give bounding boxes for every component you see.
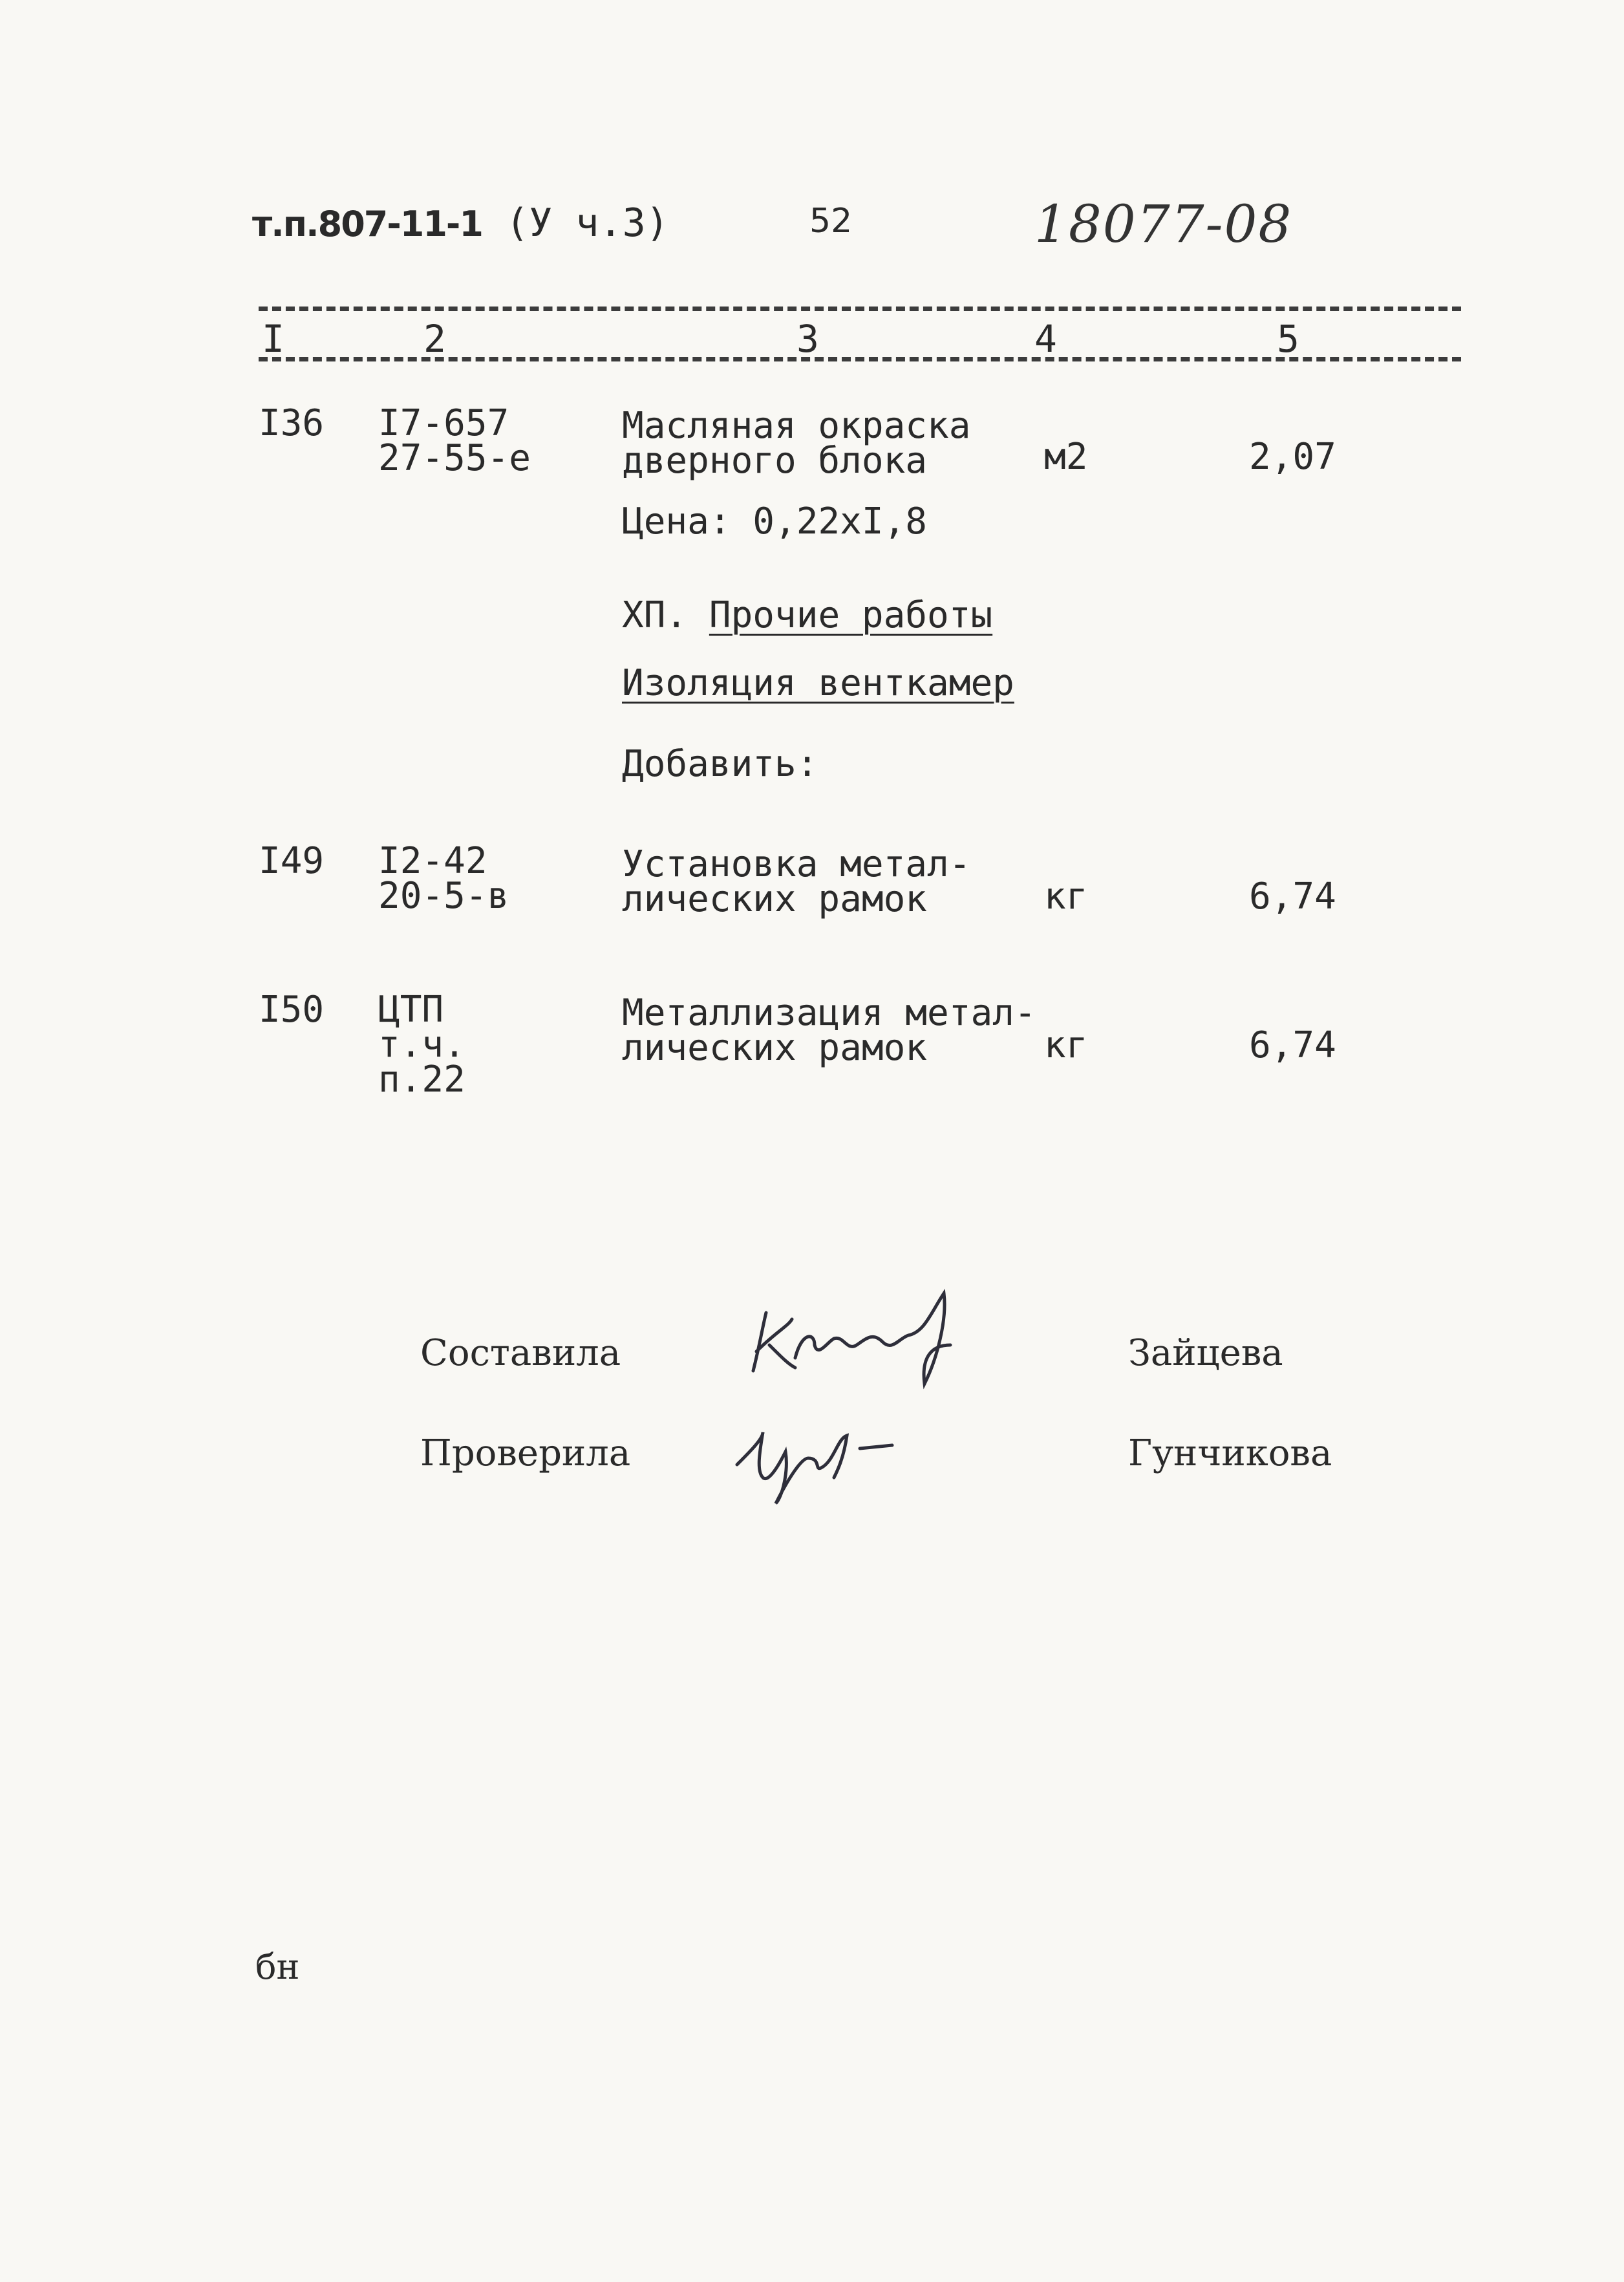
section-heading xyxy=(622,594,993,636)
row-description-line: Металлизация метал- xyxy=(622,992,1036,1034)
table-top-rule xyxy=(259,307,1461,311)
row-code xyxy=(378,989,465,1101)
row-description xyxy=(622,843,971,920)
row-quantity: 6,74 xyxy=(1249,1024,1336,1066)
row-number: I49 xyxy=(259,840,325,882)
row-code-line: 27-55-е xyxy=(378,437,531,479)
column-number-5: 5 xyxy=(1277,317,1299,361)
row-description-line: лических рамок xyxy=(622,1027,928,1069)
row-code xyxy=(378,840,509,917)
page-number: 52 xyxy=(809,202,853,241)
row-unit: кг xyxy=(1044,1024,1088,1066)
column-number-4: 4 xyxy=(1034,317,1057,361)
price-note: Цена: 0,22хI,8 xyxy=(622,501,928,543)
column-number-2: 2 xyxy=(423,317,446,361)
row-description-line: Масляная окраска xyxy=(622,405,971,447)
row-code-line: I2-42 xyxy=(378,840,487,882)
document-reference xyxy=(252,200,669,246)
add-label: Добавить: xyxy=(622,743,818,785)
row-unit: м2 xyxy=(1044,436,1088,478)
section-number: XП. xyxy=(622,594,688,636)
section-title: Прочие работы xyxy=(709,594,993,636)
compiled-name: Зайцева xyxy=(1128,1332,1283,1374)
row-code-line: п.22 xyxy=(378,1059,465,1101)
row-number: I36 xyxy=(259,402,325,444)
row-description-line: лических рамок xyxy=(622,878,928,920)
row-description xyxy=(622,992,1036,1069)
compiled-signature xyxy=(731,1280,989,1397)
row-unit: кг xyxy=(1044,876,1088,918)
row-code-line: 20-5-в xyxy=(378,875,509,917)
row-quantity: 2,07 xyxy=(1249,436,1336,478)
checked-label: Проверила xyxy=(420,1432,631,1474)
checked-name: Гунчикова xyxy=(1128,1432,1332,1474)
compiled-label: Составила xyxy=(420,1332,621,1374)
document-stamp: т.п.807-11-1 xyxy=(252,204,482,244)
handwritten-code: 18077-08 xyxy=(1034,194,1293,254)
row-number: I50 xyxy=(259,989,325,1031)
footer-mark: бн xyxy=(255,1946,300,1987)
row-quantity: 6,74 xyxy=(1249,876,1336,918)
checked-signature xyxy=(724,1413,918,1510)
row-description xyxy=(622,405,971,482)
column-number-3: 3 xyxy=(796,317,819,361)
row-code-line: I7-657 xyxy=(378,402,509,444)
row-description-line: дверного блока xyxy=(622,440,928,482)
row-code-line: т.ч. xyxy=(378,1024,465,1066)
row-code xyxy=(378,402,531,479)
column-number-1: I xyxy=(262,317,284,361)
subsection-title: Изоляция венткамер xyxy=(622,662,1014,704)
document-part: (У ч.3) xyxy=(506,200,669,246)
row-description-line: Установка метал- xyxy=(622,843,971,885)
row-code-line: ЦТП xyxy=(378,989,444,1031)
